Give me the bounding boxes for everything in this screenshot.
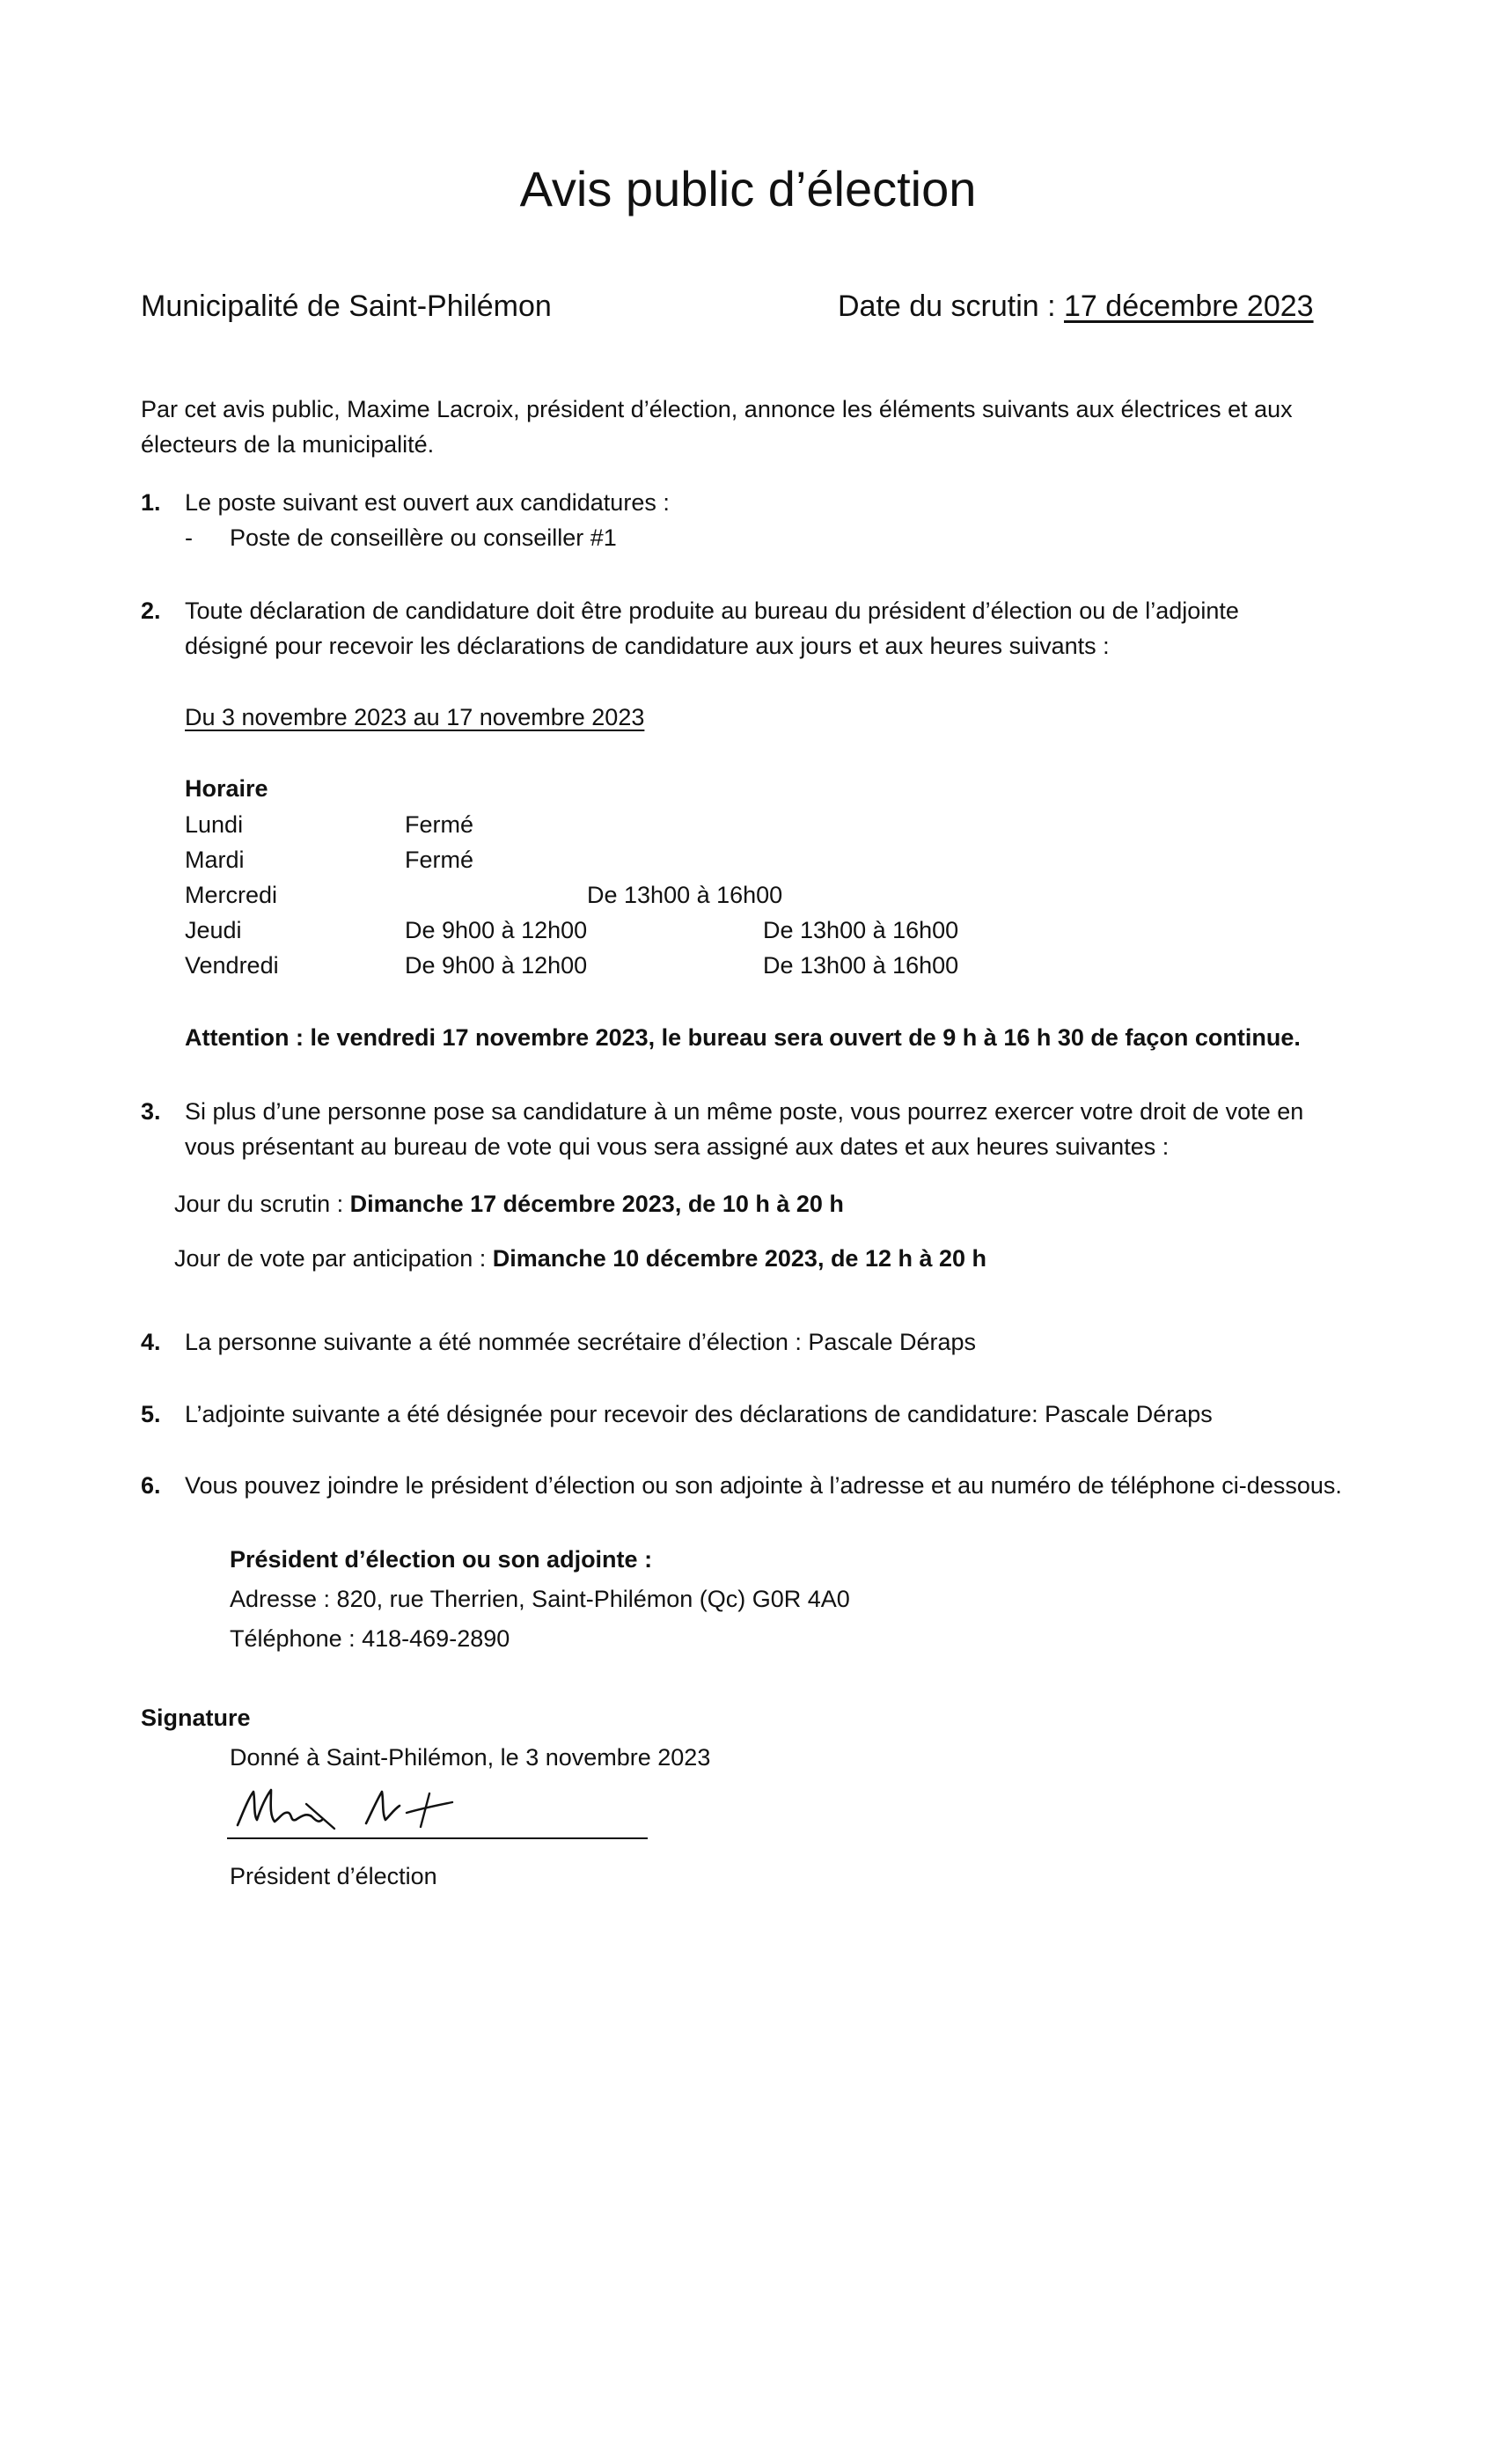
schedule-day: Mardi xyxy=(185,847,245,873)
schedule-day: Lundi xyxy=(185,811,244,838)
contact-address: Adresse : 820, rue Therrien, Saint-Philémon (Qc) G0R 4A0 xyxy=(230,1586,850,1612)
advance-vote-label: Jour de vote par anticipation : xyxy=(174,1245,487,1272)
item-2-line-2: désigné pour recevoir les déclarations de candidature aux jours et aux heures suivants : xyxy=(185,633,1110,659)
item-3-line-2: vous présentant au bureau de vote qui vous sera assigné aux dates et aux heures suivantes : xyxy=(185,1133,1170,1160)
schedule-title: Horaire xyxy=(185,775,268,802)
handwritten-signature xyxy=(231,1779,468,1837)
contact-phone: Téléphone : 418-469-2890 xyxy=(230,1625,510,1652)
schedule-am: Fermé xyxy=(405,847,474,873)
intro-line-1: Par cet avis public, Maxime Lacroix, président d’élection, annonce les éléments suivants aux électrices et aux xyxy=(141,396,1293,422)
item-number-3: 3. xyxy=(141,1098,161,1125)
vote-day-label: Jour du scrutin : xyxy=(174,1191,344,1217)
item-1-dash: - xyxy=(185,524,193,551)
item-number-1: 1. xyxy=(141,489,161,516)
signature-label: Signature xyxy=(141,1705,251,1731)
election-date-label: Date du scrutin : xyxy=(838,290,1056,323)
item-number-4: 4. xyxy=(141,1329,161,1355)
municipality-name: Municipalité de Saint-Philémon xyxy=(141,290,552,323)
advance-vote-value: Dimanche 10 décembre 2023, de 12 h à 20 h xyxy=(492,1245,987,1272)
schedule-am: Fermé xyxy=(405,811,474,838)
signature-role: Président d’élection xyxy=(230,1863,437,1889)
vote-day-value: Dimanche 17 décembre 2023, de 10 h à 20 h xyxy=(349,1191,844,1217)
schedule-pm: De 13h00 à 16h00 xyxy=(763,917,959,943)
page-title: Avis public d’élection xyxy=(519,161,977,216)
filing-period: Du 3 novembre 2023 au 17 novembre 2023 xyxy=(185,704,645,730)
item-4-text: La personne suivante a été nommée secrétaire d’élection : Pascale Déraps xyxy=(185,1329,977,1355)
item-1-text: Le poste suivant est ouvert aux candidatures : xyxy=(185,489,670,516)
item-5-text: L’adjointe suivante a été désignée pour recevoir des déclarations de candidature: Pascale Déraps xyxy=(185,1401,1213,1427)
schedule-am: De 9h00 à 12h00 xyxy=(405,917,588,943)
item-6-text: Vous pouvez joindre le président d’élection ou son adjointe à l’adresse et au numéro de téléphone ci-dessous. xyxy=(185,1472,1342,1499)
advance-vote-day xyxy=(174,1241,986,1276)
schedule-day: Mercredi xyxy=(185,882,278,908)
schedule-day: Jeudi xyxy=(185,917,242,943)
contact-title: Président d’élection ou son adjointe : xyxy=(230,1546,653,1573)
item-number-6: 6. xyxy=(141,1472,161,1499)
election-date xyxy=(838,286,1314,326)
signature-given-at: Donné à Saint-Philémon, le 3 novembre 2023 xyxy=(230,1744,711,1771)
intro-line-2: électeurs de la municipalité. xyxy=(141,431,435,458)
schedule-pm: De 13h00 à 16h00 xyxy=(763,952,959,979)
item-number-2: 2. xyxy=(141,598,161,624)
attention-notice: Attention : le vendredi 17 novembre 2023, le bureau sera ouvert de 9 h à 16 h 30 de façon continue. xyxy=(185,1024,1301,1051)
schedule-mid: De 13h00 à 16h00 xyxy=(587,882,783,908)
item-2-line-1: Toute déclaration de candidature doit être produite au bureau du président d’élection ou de l’adjointe xyxy=(185,598,1239,624)
item-1-position: Poste de conseillère ou conseiller #1 xyxy=(230,524,617,551)
vote-day xyxy=(174,1186,844,1221)
signature-line xyxy=(227,1837,648,1839)
schedule-am: De 9h00 à 12h00 xyxy=(405,952,588,979)
election-date-value: 17 décembre 2023 xyxy=(1064,290,1314,323)
schedule-day: Vendredi xyxy=(185,952,279,979)
item-number-5: 5. xyxy=(141,1401,161,1427)
item-3-line-1: Si plus d’une personne pose sa candidature à un même poste, vous pourrez exercer votre droit de vote en xyxy=(185,1098,1304,1125)
